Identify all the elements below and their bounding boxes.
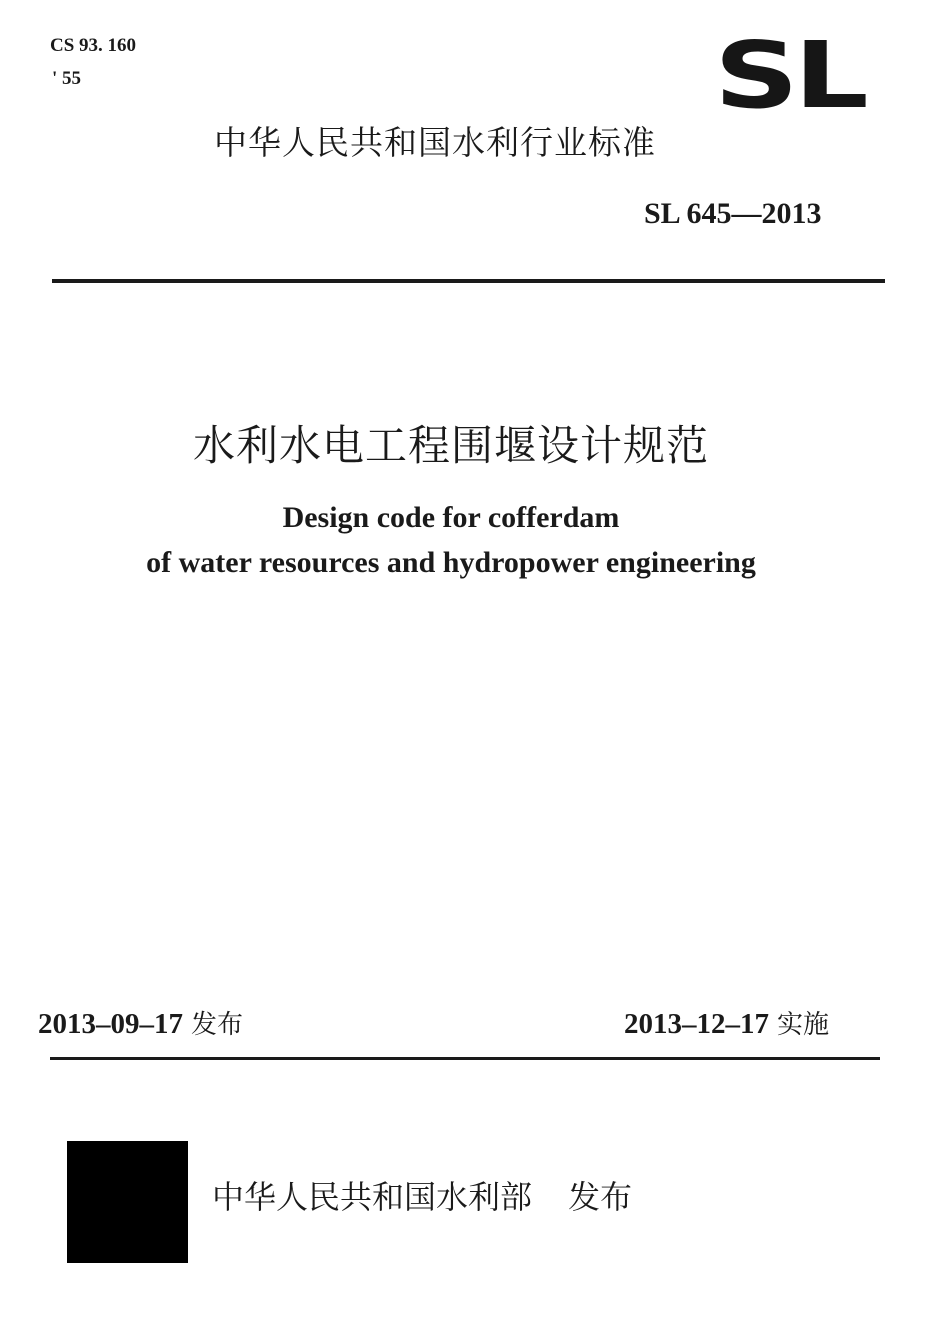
ccs-code: ' 55 <box>52 68 82 89</box>
publisher-line <box>212 1174 632 1220</box>
title-english-line1: Design code for cofferdam <box>282 501 620 534</box>
ics-code: CS 93. 160 <box>50 35 137 56</box>
issue-date: 2013–09–17 <box>38 1008 183 1040</box>
ministry-emblem-block <box>67 1141 188 1263</box>
implement-date: 2013–12–17 <box>624 1008 769 1040</box>
standard-number: SL 645—2013 <box>644 197 822 230</box>
implement-date-block <box>624 1004 829 1045</box>
issue-label: 发布 <box>191 1010 244 1040</box>
top-divider <box>52 279 885 283</box>
sl-logo: SL <box>714 22 864 129</box>
publisher-name: 中华人民共和国水利部 <box>212 1178 533 1216</box>
title-chinese: 水利水电工程围堰设计规范 <box>192 421 709 470</box>
bottom-divider <box>50 1057 880 1060</box>
issue-date-block <box>38 1004 243 1045</box>
implement-label: 实施 <box>777 1010 830 1040</box>
industry-standard-heading: 中华人民共和国水利行业标准 <box>214 123 656 162</box>
title-english-line2: of water resources and hydropower engineering <box>146 546 756 579</box>
publisher-issue-label: 发布 <box>568 1178 633 1216</box>
